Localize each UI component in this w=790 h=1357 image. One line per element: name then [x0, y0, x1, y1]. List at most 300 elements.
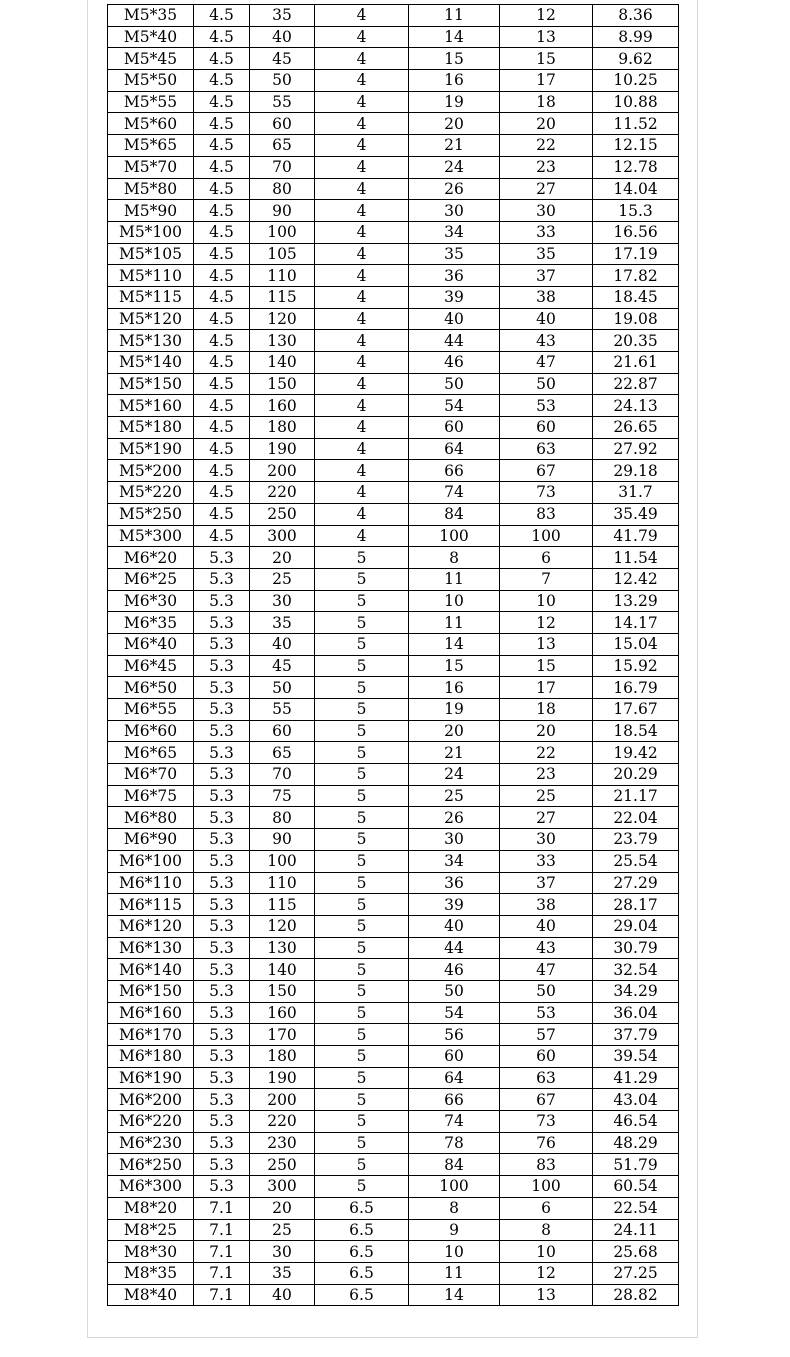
cell-col-7: 24.13 — [593, 395, 679, 417]
cell-col-6: 47 — [500, 352, 593, 374]
cell-size: M8*25 — [108, 1219, 194, 1241]
cell-col-6: 83 — [500, 1154, 593, 1176]
cell-size: M6*35 — [108, 612, 194, 634]
cell-col-3: 100 — [250, 221, 315, 243]
cell-col-7: 32.54 — [593, 959, 679, 981]
cell-col-4: 4 — [315, 113, 409, 135]
table-row — [108, 1219, 679, 1241]
cell-col-2: 5.3 — [194, 590, 250, 612]
cell-col-5: 36 — [409, 265, 500, 287]
cell-size: M6*90 — [108, 829, 194, 851]
cell-col-3: 160 — [250, 395, 315, 417]
cell-size: M5*50 — [108, 70, 194, 92]
table-row — [108, 156, 679, 178]
cell-col-6: 43 — [500, 937, 593, 959]
cell-size: M6*50 — [108, 677, 194, 699]
cell-col-2: 5.3 — [194, 1024, 250, 1046]
cell-col-6: 17 — [500, 70, 593, 92]
cell-col-3: 110 — [250, 265, 315, 287]
cell-col-2: 4.5 — [194, 395, 250, 417]
cell-size: M6*75 — [108, 785, 194, 807]
cell-col-5: 14 — [409, 26, 500, 48]
cell-col-4: 5 — [315, 1111, 409, 1133]
cell-col-6: 40 — [500, 308, 593, 330]
cell-size: M6*180 — [108, 1046, 194, 1068]
cell-col-6: 23 — [500, 156, 593, 178]
cell-col-7: 19.42 — [593, 742, 679, 764]
cell-col-6: 50 — [500, 373, 593, 395]
cell-col-7: 34.29 — [593, 980, 679, 1002]
cell-col-7: 30.79 — [593, 937, 679, 959]
table-row — [108, 1241, 679, 1263]
cell-col-4: 5 — [315, 720, 409, 742]
cell-col-5: 60 — [409, 417, 500, 439]
cell-size: M6*30 — [108, 590, 194, 612]
cell-col-7: 21.61 — [593, 352, 679, 374]
cell-col-6: 53 — [500, 1002, 593, 1024]
table-row — [108, 503, 679, 525]
cell-col-3: 105 — [250, 243, 315, 265]
cell-col-6: 76 — [500, 1132, 593, 1154]
cell-col-4: 5 — [315, 850, 409, 872]
cell-col-5: 66 — [409, 1089, 500, 1111]
cell-col-4: 5 — [315, 568, 409, 590]
cell-col-6: 7 — [500, 568, 593, 590]
cell-size: M6*80 — [108, 807, 194, 829]
cell-col-7: 29.18 — [593, 460, 679, 482]
cell-size: M6*40 — [108, 633, 194, 655]
cell-col-5: 11 — [409, 5, 500, 27]
cell-col-4: 4 — [315, 156, 409, 178]
cell-col-7: 22.04 — [593, 807, 679, 829]
cell-col-7: 29.04 — [593, 915, 679, 937]
cell-col-7: 12.15 — [593, 135, 679, 157]
cell-col-4: 5 — [315, 915, 409, 937]
cell-col-3: 25 — [250, 568, 315, 590]
cell-col-7: 23.79 — [593, 829, 679, 851]
cell-col-4: 6.5 — [315, 1262, 409, 1284]
cell-col-6: 67 — [500, 1089, 593, 1111]
table-row — [108, 525, 679, 547]
cell-col-2: 4.5 — [194, 26, 250, 48]
cell-col-6: 27 — [500, 178, 593, 200]
cell-col-2: 4.5 — [194, 373, 250, 395]
cell-col-4: 5 — [315, 937, 409, 959]
cell-col-2: 4.5 — [194, 243, 250, 265]
cell-col-2: 5.3 — [194, 850, 250, 872]
table-row — [108, 937, 679, 959]
table-row — [108, 330, 679, 352]
cell-size: M6*45 — [108, 655, 194, 677]
table-row — [108, 200, 679, 222]
cell-size: M5*100 — [108, 221, 194, 243]
cell-col-2: 4.5 — [194, 438, 250, 460]
cell-col-3: 60 — [250, 720, 315, 742]
cell-col-7: 36.04 — [593, 1002, 679, 1024]
cell-col-6: 38 — [500, 894, 593, 916]
cell-col-5: 54 — [409, 1002, 500, 1024]
cell-size: M6*100 — [108, 850, 194, 872]
cell-col-4: 4 — [315, 221, 409, 243]
cell-col-4: 5 — [315, 1154, 409, 1176]
cell-col-4: 4 — [315, 460, 409, 482]
cell-col-6: 12 — [500, 612, 593, 634]
cell-col-2: 4.5 — [194, 417, 250, 439]
cell-col-7: 19.08 — [593, 308, 679, 330]
table-row — [108, 91, 679, 113]
cell-col-5: 30 — [409, 200, 500, 222]
table-row — [108, 612, 679, 634]
cell-col-5: 26 — [409, 178, 500, 200]
cell-col-5: 46 — [409, 959, 500, 981]
table-row — [108, 1132, 679, 1154]
cell-size: M8*40 — [108, 1284, 194, 1306]
cell-col-6: 8 — [500, 1219, 593, 1241]
cell-col-6: 37 — [500, 872, 593, 894]
cell-col-5: 30 — [409, 829, 500, 851]
cell-col-4: 4 — [315, 48, 409, 70]
cell-col-7: 25.54 — [593, 850, 679, 872]
cell-col-2: 7.1 — [194, 1284, 250, 1306]
cell-col-4: 5 — [315, 785, 409, 807]
cell-col-5: 40 — [409, 915, 500, 937]
cell-size: M5*40 — [108, 26, 194, 48]
cell-col-3: 110 — [250, 872, 315, 894]
cell-col-4: 4 — [315, 525, 409, 547]
table-row — [108, 438, 679, 460]
cell-size: M8*20 — [108, 1197, 194, 1219]
cell-col-2: 5.3 — [194, 937, 250, 959]
cell-size: M6*60 — [108, 720, 194, 742]
cell-col-4: 4 — [315, 395, 409, 417]
cell-col-6: 30 — [500, 200, 593, 222]
cell-size: M6*110 — [108, 872, 194, 894]
cell-col-6: 10 — [500, 1241, 593, 1263]
cell-col-5: 74 — [409, 482, 500, 504]
cell-col-5: 36 — [409, 872, 500, 894]
cell-col-5: 10 — [409, 590, 500, 612]
cell-size: M6*200 — [108, 1089, 194, 1111]
cell-col-3: 250 — [250, 503, 315, 525]
cell-col-6: 53 — [500, 395, 593, 417]
cell-col-3: 115 — [250, 286, 315, 308]
cell-col-5: 11 — [409, 1262, 500, 1284]
cell-col-2: 5.3 — [194, 1046, 250, 1068]
cell-col-4: 5 — [315, 677, 409, 699]
cell-col-4: 4 — [315, 243, 409, 265]
cell-col-4: 4 — [315, 503, 409, 525]
cell-col-7: 10.25 — [593, 70, 679, 92]
cell-col-7: 39.54 — [593, 1046, 679, 1068]
cell-col-4: 4 — [315, 70, 409, 92]
cell-col-3: 45 — [250, 655, 315, 677]
cell-col-3: 180 — [250, 1046, 315, 1068]
cell-col-3: 100 — [250, 850, 315, 872]
cell-col-6: 13 — [500, 1284, 593, 1306]
cell-size: M5*150 — [108, 373, 194, 395]
cell-col-2: 5.3 — [194, 677, 250, 699]
cell-col-4: 4 — [315, 286, 409, 308]
cell-col-5: 60 — [409, 1046, 500, 1068]
table-row — [108, 48, 679, 70]
cell-col-7: 17.67 — [593, 699, 679, 721]
cell-col-7: 9.62 — [593, 48, 679, 70]
cell-size: M6*160 — [108, 1002, 194, 1024]
cell-col-6: 15 — [500, 655, 593, 677]
cell-col-4: 5 — [315, 633, 409, 655]
cell-size: M5*190 — [108, 438, 194, 460]
table-row — [108, 1067, 679, 1089]
cell-col-6: 38 — [500, 286, 593, 308]
cell-col-7: 12.78 — [593, 156, 679, 178]
cell-col-3: 140 — [250, 352, 315, 374]
cell-col-3: 25 — [250, 1219, 315, 1241]
cell-col-7: 10.88 — [593, 91, 679, 113]
cell-col-2: 4.5 — [194, 308, 250, 330]
table-row — [108, 590, 679, 612]
table-row — [108, 547, 679, 569]
cell-col-7: 60.54 — [593, 1176, 679, 1198]
cell-col-2: 5.3 — [194, 959, 250, 981]
table-row — [108, 959, 679, 981]
cell-col-3: 40 — [250, 26, 315, 48]
cell-col-2: 7.1 — [194, 1219, 250, 1241]
cell-col-7: 22.54 — [593, 1197, 679, 1219]
cell-col-5: 100 — [409, 1176, 500, 1198]
cell-col-4: 4 — [315, 265, 409, 287]
cell-col-7: 28.82 — [593, 1284, 679, 1306]
cell-col-2: 4.5 — [194, 5, 250, 27]
cell-col-2: 5.3 — [194, 872, 250, 894]
cell-col-7: 16.56 — [593, 221, 679, 243]
cell-col-4: 6.5 — [315, 1219, 409, 1241]
cell-col-6: 10 — [500, 590, 593, 612]
cell-size: M6*70 — [108, 764, 194, 786]
cell-col-4: 4 — [315, 352, 409, 374]
cell-col-2: 4.5 — [194, 156, 250, 178]
cell-col-3: 65 — [250, 742, 315, 764]
cell-col-7: 27.25 — [593, 1262, 679, 1284]
cell-col-3: 80 — [250, 178, 315, 200]
cell-col-2: 5.3 — [194, 764, 250, 786]
cell-col-3: 200 — [250, 460, 315, 482]
cell-col-6: 6 — [500, 1197, 593, 1219]
cell-col-6: 60 — [500, 1046, 593, 1068]
table-row — [108, 243, 679, 265]
cell-col-7: 27.92 — [593, 438, 679, 460]
cell-col-6: 73 — [500, 1111, 593, 1133]
spec-table-body — [108, 5, 679, 1306]
cell-col-5: 11 — [409, 612, 500, 634]
cell-col-7: 16.79 — [593, 677, 679, 699]
cell-col-4: 4 — [315, 330, 409, 352]
cell-col-4: 5 — [315, 1024, 409, 1046]
cell-col-2: 5.3 — [194, 1067, 250, 1089]
cell-col-5: 84 — [409, 1154, 500, 1176]
cell-col-5: 8 — [409, 547, 500, 569]
table-row — [108, 395, 679, 417]
table-row — [108, 742, 679, 764]
cell-col-5: 15 — [409, 655, 500, 677]
cell-size: M5*105 — [108, 243, 194, 265]
cell-col-2: 5.3 — [194, 1154, 250, 1176]
cell-col-5: 16 — [409, 677, 500, 699]
cell-col-7: 15.3 — [593, 200, 679, 222]
cell-col-2: 4.5 — [194, 70, 250, 92]
cell-col-7: 20.35 — [593, 330, 679, 352]
cell-col-7: 43.04 — [593, 1089, 679, 1111]
cell-col-7: 17.82 — [593, 265, 679, 287]
cell-col-2: 5.3 — [194, 699, 250, 721]
cell-size: M6*25 — [108, 568, 194, 590]
cell-col-4: 5 — [315, 1046, 409, 1068]
cell-col-2: 5.3 — [194, 1176, 250, 1198]
cell-col-4: 5 — [315, 742, 409, 764]
cell-col-5: 19 — [409, 91, 500, 113]
table-row — [108, 699, 679, 721]
cell-col-6: 15 — [500, 48, 593, 70]
table-row — [108, 980, 679, 1002]
cell-col-3: 55 — [250, 699, 315, 721]
cell-size: M5*300 — [108, 525, 194, 547]
cell-col-6: 100 — [500, 1176, 593, 1198]
cell-col-6: 27 — [500, 807, 593, 829]
cell-col-6: 37 — [500, 265, 593, 287]
cell-col-5: 56 — [409, 1024, 500, 1046]
cell-col-6: 100 — [500, 525, 593, 547]
table-row — [108, 720, 679, 742]
table-row — [108, 1046, 679, 1068]
cell-col-4: 5 — [315, 959, 409, 981]
table-row — [108, 894, 679, 916]
cell-col-6: 35 — [500, 243, 593, 265]
cell-col-6: 50 — [500, 980, 593, 1002]
cell-size: M6*220 — [108, 1111, 194, 1133]
table-row — [108, 482, 679, 504]
cell-col-5: 100 — [409, 525, 500, 547]
cell-col-2: 7.1 — [194, 1241, 250, 1263]
cell-col-2: 5.3 — [194, 1089, 250, 1111]
cell-col-3: 20 — [250, 547, 315, 569]
cell-col-5: 34 — [409, 850, 500, 872]
cell-col-3: 90 — [250, 200, 315, 222]
cell-col-6: 12 — [500, 1262, 593, 1284]
table-row — [108, 915, 679, 937]
cell-col-5: 10 — [409, 1241, 500, 1263]
cell-col-5: 14 — [409, 1284, 500, 1306]
table-row — [108, 1262, 679, 1284]
cell-col-4: 5 — [315, 612, 409, 634]
cell-col-3: 130 — [250, 330, 315, 352]
cell-col-6: 63 — [500, 1067, 593, 1089]
cell-col-4: 6.5 — [315, 1241, 409, 1263]
cell-col-7: 11.54 — [593, 547, 679, 569]
cell-col-5: 20 — [409, 113, 500, 135]
cell-size: M6*140 — [108, 959, 194, 981]
cell-col-2: 5.3 — [194, 915, 250, 937]
cell-size: M6*65 — [108, 742, 194, 764]
table-row — [108, 178, 679, 200]
cell-col-2: 4.5 — [194, 460, 250, 482]
cell-size: M6*150 — [108, 980, 194, 1002]
cell-size: M5*70 — [108, 156, 194, 178]
cell-col-2: 4.5 — [194, 113, 250, 135]
cell-col-5: 21 — [409, 742, 500, 764]
cell-col-6: 6 — [500, 547, 593, 569]
cell-col-3: 230 — [250, 1132, 315, 1154]
cell-size: M5*60 — [108, 113, 194, 135]
cell-size: M6*130 — [108, 937, 194, 959]
table-row — [108, 221, 679, 243]
cell-col-7: 46.54 — [593, 1111, 679, 1133]
cell-col-2: 4.5 — [194, 200, 250, 222]
cell-col-4: 5 — [315, 655, 409, 677]
cell-col-3: 190 — [250, 1067, 315, 1089]
cell-col-3: 90 — [250, 829, 315, 851]
cell-col-5: 39 — [409, 894, 500, 916]
table-row — [108, 70, 679, 92]
cell-col-3: 45 — [250, 48, 315, 70]
table-row — [108, 807, 679, 829]
cell-col-6: 33 — [500, 221, 593, 243]
cell-col-4: 4 — [315, 417, 409, 439]
cell-size: M8*35 — [108, 1262, 194, 1284]
table-row — [108, 829, 679, 851]
cell-col-2: 5.3 — [194, 568, 250, 590]
cell-col-3: 170 — [250, 1024, 315, 1046]
cell-col-5: 44 — [409, 937, 500, 959]
cell-col-3: 35 — [250, 1262, 315, 1284]
table-row — [108, 113, 679, 135]
cell-size: M5*220 — [108, 482, 194, 504]
cell-col-2: 5.3 — [194, 655, 250, 677]
cell-col-3: 220 — [250, 482, 315, 504]
cell-col-2: 5.3 — [194, 742, 250, 764]
cell-col-2: 4.5 — [194, 286, 250, 308]
cell-col-5: 9 — [409, 1219, 500, 1241]
cell-col-6: 60 — [500, 417, 593, 439]
table-row — [108, 135, 679, 157]
cell-col-3: 130 — [250, 937, 315, 959]
cell-col-2: 5.3 — [194, 612, 250, 634]
cell-col-5: 54 — [409, 395, 500, 417]
cell-col-4: 5 — [315, 894, 409, 916]
cell-size: M5*110 — [108, 265, 194, 287]
cell-col-3: 40 — [250, 1284, 315, 1306]
cell-col-4: 4 — [315, 200, 409, 222]
cell-col-5: 64 — [409, 438, 500, 460]
table-row — [108, 373, 679, 395]
cell-col-3: 60 — [250, 113, 315, 135]
cell-col-6: 57 — [500, 1024, 593, 1046]
cell-col-5: 26 — [409, 807, 500, 829]
cell-col-2: 5.3 — [194, 1002, 250, 1024]
cell-col-3: 30 — [250, 590, 315, 612]
cell-col-6: 23 — [500, 764, 593, 786]
cell-col-3: 40 — [250, 633, 315, 655]
cell-col-5: 8 — [409, 1197, 500, 1219]
cell-col-4: 5 — [315, 699, 409, 721]
table-row — [108, 460, 679, 482]
cell-col-6: 47 — [500, 959, 593, 981]
cell-col-5: 35 — [409, 243, 500, 265]
cell-col-2: 5.3 — [194, 829, 250, 851]
table-row — [108, 568, 679, 590]
table-row — [108, 1197, 679, 1219]
cell-col-7: 25.68 — [593, 1241, 679, 1263]
cell-size: M6*300 — [108, 1176, 194, 1198]
cell-col-6: 63 — [500, 438, 593, 460]
